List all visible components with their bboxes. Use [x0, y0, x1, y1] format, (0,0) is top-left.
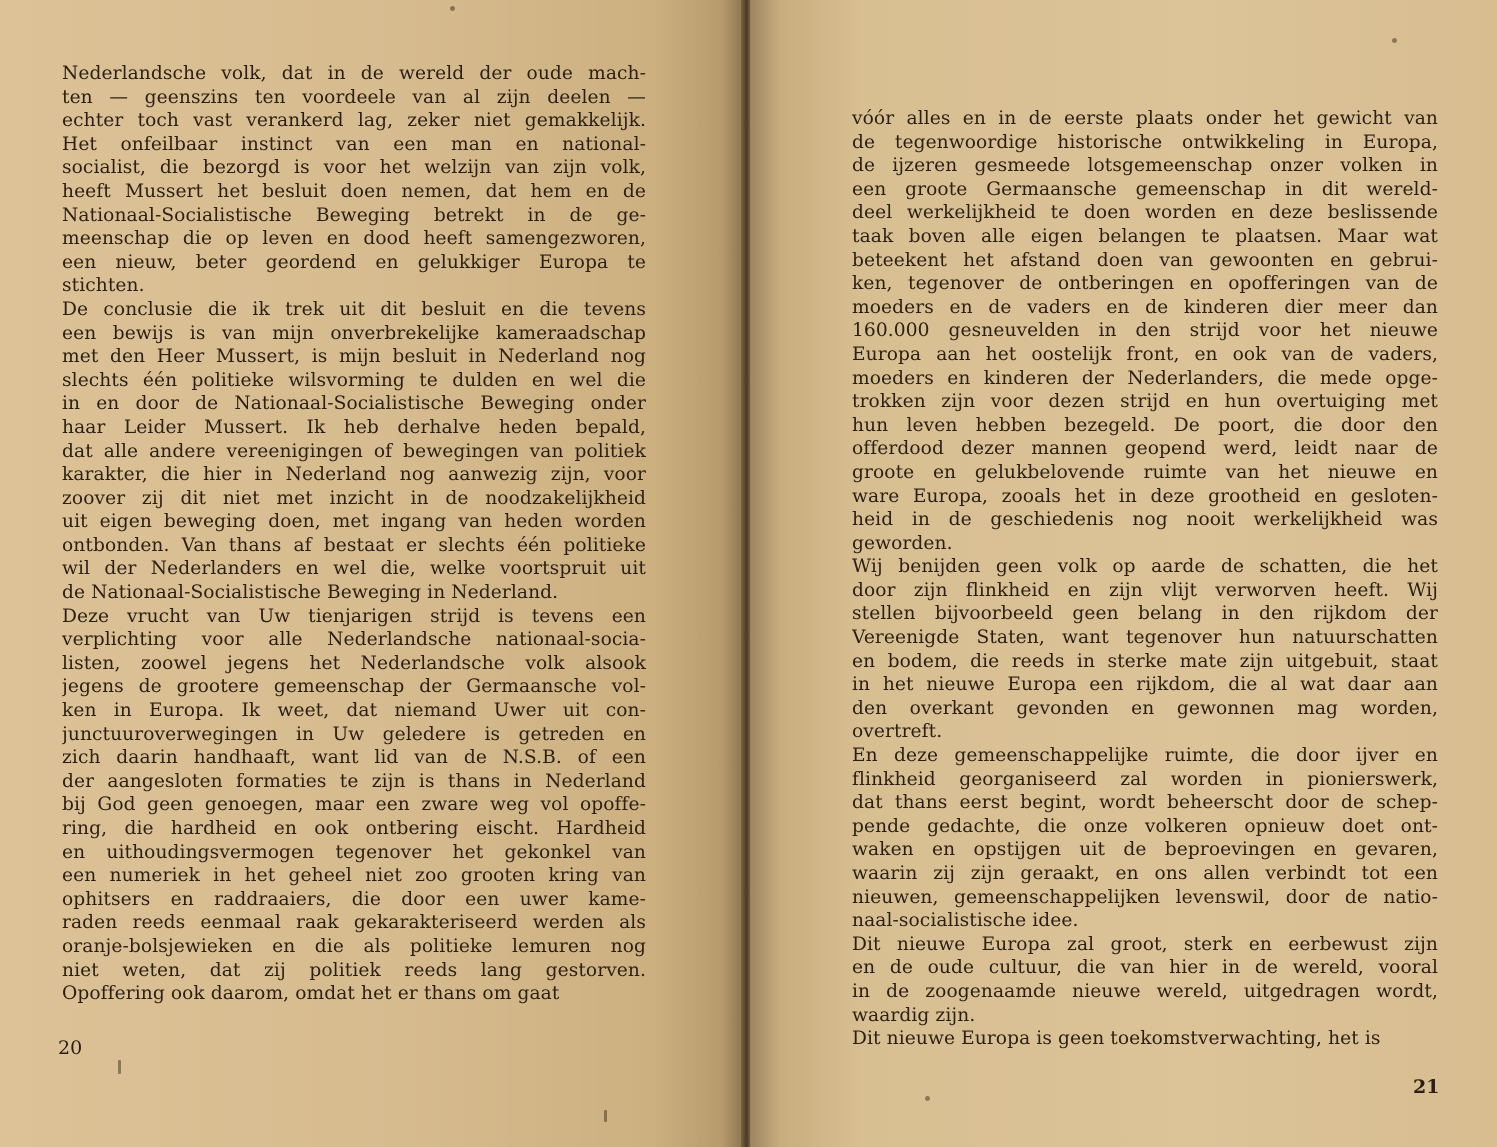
text-line: waardig zijn. [852, 1004, 976, 1026]
text-line: nieuwen, gemeenschappelijken levenswil, door de natio- [852, 886, 1438, 908]
text-line: Nederlandsche volk, dat in de wereld der oude mach- [62, 63, 646, 84]
text-line: Opoffering ook daarom, omdat het er thans om gaat [62, 983, 560, 1005]
text-line: met den Heer Mussert, is mijn besluit in Nederland nog [62, 346, 646, 368]
text-line: in het nieuwe Europa een rijkdom, die al wat daar aan [852, 674, 1438, 696]
text-line: der aangesloten formaties te zijn is thans in Nederland [62, 770, 646, 792]
left-page [0, 0, 744, 1147]
text-line: waarin zij zijn geraakt, en ons allen verbindt tot een [852, 863, 1438, 884]
text-line: moeders en de vaders en de kinderen dier meer dan [852, 296, 1438, 318]
paper-speck [1392, 38, 1397, 43]
text-line: Wij benijden geen volk op aarde de schatten, die het [852, 556, 1438, 578]
paper-speck [604, 1110, 607, 1122]
text-line: 160.000 gesneuvelden in den strijd voor het nieuwe [852, 320, 1438, 342]
text-line: meenschap die op leven en dood heeft samengezworen, [62, 228, 646, 250]
paper-speck [118, 1060, 121, 1074]
text-line: flinkheid georganiseerd zal worden in pionierswerk, [852, 768, 1438, 790]
text-line: wil der Nederlanders en wel die, welke voortspruit uit [62, 558, 646, 580]
text-line: in de zoogenaamde nieuwe wereld, uitgedragen wordt, [852, 980, 1438, 1002]
text-line: en uithoudingsvermogen tegenover het gekonkel van [62, 841, 646, 863]
text-line: ken in Europa. Ik weet, dat niemand Uwer uit con- [62, 700, 646, 722]
text-line: Dit nieuwe Europa zal groot, sterk en eerbewust zijn [852, 933, 1438, 955]
text-line: en bodem, die reeds in sterke mate zijn uitgebuit, staat [852, 650, 1438, 672]
text-line: verplichting voor alle Nederlandsche nationaal-socia- [62, 629, 646, 651]
text-line: taak boven alle eigen belangen te plaatsen. Maar wat [852, 225, 1438, 247]
text-line: stellen bijvoorbeeld geen belang in den rijkdom der [852, 603, 1438, 625]
text-line: Nationaal-Socialistische Beweging betrekt in de ge- [62, 204, 646, 226]
text-line: heeft Mussert het besluit doen nemen, dat hem en de [62, 180, 646, 202]
text-line: bij God geen genoegen, maar een zware weg vol opoffe- [62, 794, 646, 816]
text-line: slechts één politieke wilsvorming te dulden en wel die [62, 369, 646, 391]
text-line: raden reeds eenmaal raak gekarakteriseerd werden als [62, 912, 646, 934]
text-line: een groote Germaansche gemeenschap in dit wereld- [852, 178, 1438, 200]
right-page-text [852, 107, 1438, 1051]
text-line: vóór alles en in de eerste plaats onder het gewicht van [852, 108, 1438, 129]
text-line: moeders en kinderen der Nederlanders, die mede opge- [852, 367, 1438, 389]
text-line: zich daarin handhaaft, want lid van de N.S.B. of een [62, 747, 646, 769]
text-line: En deze gemeenschappelijke ruimte, die door ijver en [852, 745, 1438, 767]
text-line: de tegenwoordige historische ontwikkeling in Europa, [852, 131, 1438, 153]
text-line: listen, zoowel jegens het Nederlandsche volk alsook [62, 652, 646, 674]
text-line: uit eigen beweging doen, met ingang van heden worden [62, 511, 646, 533]
text-line: heid in de geschiedenis nog nooit werkelijkheid was [852, 509, 1438, 531]
paper-speck [450, 6, 455, 11]
paper-speck [925, 1096, 930, 1101]
text-line: waken en opstijgen uit de beproevingen en gevaren, [852, 839, 1438, 861]
text-line: ontbonden. Van thans af bestaat er slechts één politieke [62, 534, 646, 556]
right-page-number: 21 [1413, 1076, 1440, 1098]
text-line: de ijzeren gesmeede lotsgemeenschap onzer volken in [852, 155, 1438, 177]
text-line: ophitsers en raddraaiers, die door een uwer kame- [62, 888, 646, 910]
text-line: in en door de Nationaal-Socialistische Beweging onder [62, 393, 646, 415]
text-line: geworden. [852, 532, 953, 554]
text-line: en de oude cultuur, die van hier in de wereld, vooral [852, 957, 1438, 979]
text-line: Dit nieuwe Europa is geen toekomstverwachting, het is [852, 1028, 1381, 1050]
left-page-number: 20 [58, 1037, 83, 1059]
text-line: stichten. [62, 275, 145, 297]
text-line: ten — geenszins ten voordeele van al zijn deelen — [62, 86, 646, 108]
text-line: trokken zijn voor dezen strijd en hun overtuiging met [852, 391, 1438, 413]
text-line: hun leven hebben bezegeld. De poort, die door den [852, 414, 1438, 436]
text-line: junctuuroverwegingen in Uw geledere is getreden en [62, 723, 646, 745]
text-line: socialist, die bezorgd is voor het welzijn van zijn volk, [62, 157, 646, 179]
text-line: karakter, die hier in Nederland nog aanwezig zijn, voor [62, 464, 646, 486]
text-line: den overkant gevonden en gewonnen mag worden, [852, 697, 1438, 719]
text-line: een numeriek in het geheel niet zoo grooten kring van [62, 865, 646, 887]
text-line: deel werkelijkheid te doen worden en deze beslissende [852, 202, 1438, 224]
text-line: Deze vrucht van Uw tienjarigen strijd is tevens een [62, 605, 646, 627]
text-line: dat thans eerst begint, wordt beheerscht door de schep- [852, 792, 1438, 814]
text-line: haar Leider Mussert. Ik heb derhalve heden bepald, [62, 416, 646, 438]
text-line: zoover zij dit niet met inzicht in de noodzakelijkheid [62, 487, 646, 509]
text-line: groote en gelukbelovende ruimte van het nieuwe en [852, 461, 1438, 483]
text-line: offerdood dezer mannen geopend werd, leidt naar de [852, 438, 1438, 460]
text-line: een nieuw, beter geordend en gelukkiger Europa te [62, 251, 646, 273]
text-line: Europa aan het oostelijk front, en ook van de vaders, [852, 343, 1438, 365]
text-line: echter toch vast verankerd lag, zeker niet gemakkelijk. [62, 110, 646, 132]
text-line: de Nationaal-Socialistische Beweging in Nederland. [62, 582, 559, 604]
text-line: dat alle andere vereenigingen of bewegingen van politiek [62, 440, 646, 462]
text-line: overtreft. [852, 721, 943, 743]
text-line: een bewijs is van mijn onverbrekelijke kameraadschap [62, 322, 646, 344]
left-page-text [62, 62, 646, 1006]
text-line: jegens de grootere gemeenschap der Germaansche vol- [62, 676, 646, 698]
text-line: ring, die hardheid en ook ontbering eischt. Hardheid [62, 818, 646, 839]
text-line: Het onfeilbaar instinct van een man en national- [62, 133, 646, 155]
text-line: door zijn flinkheid en zijn vlijt verworven heeft. Wij [852, 579, 1438, 601]
text-line: oranje-bolsjewieken en die als politieke lemuren nog [62, 935, 646, 957]
text-line: ware Europa, zooals het in deze grootheid en gesloten- [852, 485, 1438, 507]
text-line: ken, tegenover de ontberingen en opofferingen van de [852, 273, 1438, 295]
text-line: beteekent het afstand doen van gewoonten en gebrui- [852, 249, 1438, 271]
text-line: naal-socialistische idee. [852, 910, 1079, 932]
text-line: niet weten, dat zij politiek reeds lang gestorven. [62, 959, 646, 981]
text-line: pende gedachte, die onze volkeren opnieuw doet ont- [852, 815, 1438, 837]
right-page [750, 0, 1497, 1147]
text-line: De conclusie die ik trek uit dit besluit en die tevens [62, 298, 646, 320]
text-line: Vereenigde Staten, want tegenover hun natuurschatten [852, 627, 1438, 649]
